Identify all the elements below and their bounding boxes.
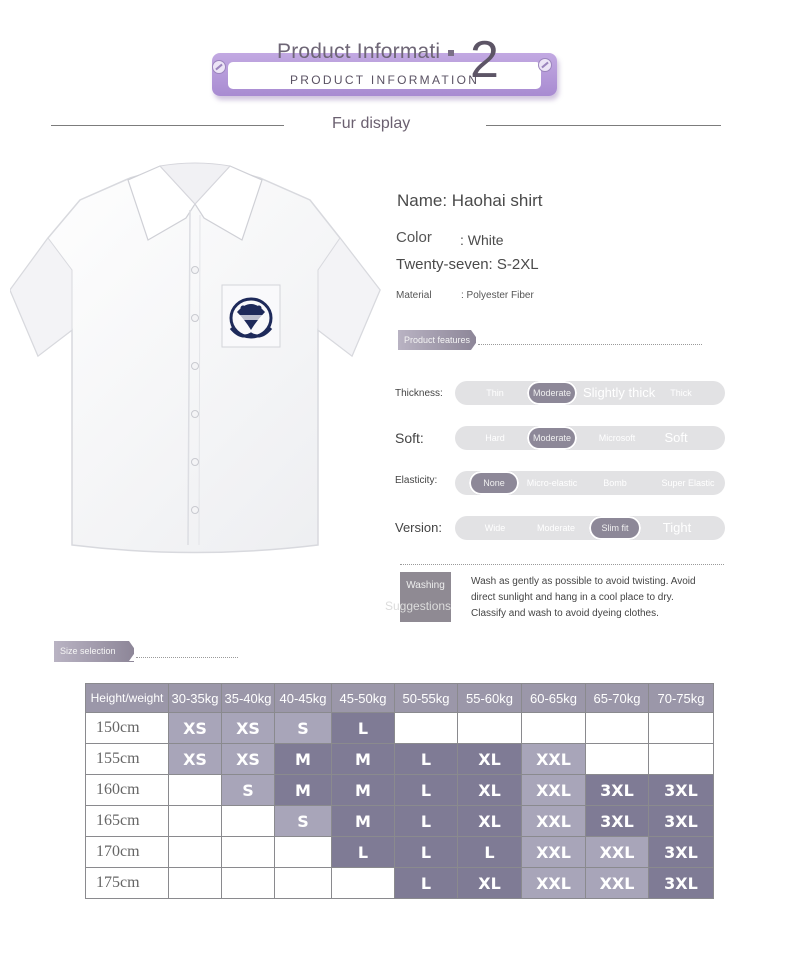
size-cell: 3XL: [586, 775, 649, 806]
thickness-option: Slightly thick: [583, 385, 656, 400]
softness-option: Microsoft: [598, 433, 636, 443]
size-selection-tab: Size selection: [54, 641, 134, 662]
size-cell: [275, 868, 332, 899]
table-row: [86, 868, 714, 899]
thickness-option: Thick: [670, 388, 692, 398]
size-cell: 3XL: [649, 806, 714, 837]
version-option: Tight: [662, 520, 692, 535]
size-cell: [395, 713, 458, 744]
product-name: Name: Haohai shirt: [397, 191, 543, 210]
divider-right: [486, 125, 721, 126]
thickness-option-selected: Moderate: [527, 381, 577, 405]
size-cell: L: [395, 744, 458, 775]
elasticity-option-selected: None: [469, 471, 519, 495]
divider-left: [51, 125, 284, 126]
size-cell: S: [275, 713, 332, 744]
size-cell: XL: [458, 868, 522, 899]
size-cell: XS: [169, 744, 222, 775]
weight-header: 35-40kg: [222, 684, 275, 713]
washing-badge: [385, 572, 452, 622]
size-cell: L: [395, 806, 458, 837]
size-cell: XXL: [522, 868, 586, 899]
softness-option-selected: Moderate: [527, 426, 577, 450]
weight-header: 55-60kg: [458, 684, 522, 713]
screw-icon: [538, 58, 552, 72]
size-cell: [169, 868, 222, 899]
thickness-option: Thin: [486, 388, 504, 398]
size-cell: L: [332, 713, 395, 744]
height-label: 160cm: [86, 775, 169, 806]
size-cell: XXL: [522, 775, 586, 806]
size-cell: XL: [458, 744, 522, 775]
table-row: [86, 806, 714, 837]
size-cell: XS: [222, 713, 275, 744]
size-cell: XXL: [586, 868, 649, 899]
version-option-selected: Slim fit: [589, 516, 641, 540]
size-cell: [169, 806, 222, 837]
features-tab: Product features: [398, 330, 476, 350]
size-chart-header-row: [86, 684, 714, 713]
size-cell: XL: [458, 806, 522, 837]
color-label: Color: [396, 229, 432, 246]
size-cell: S: [275, 806, 332, 837]
elasticity-label: Elasticity:: [395, 475, 438, 486]
size-cell: XXL: [522, 744, 586, 775]
height-label: 155cm: [86, 744, 169, 775]
height-label: 150cm: [86, 713, 169, 744]
dotted-divider: [478, 344, 702, 345]
dotted-divider: [400, 564, 724, 565]
size-cell: 3XL: [649, 775, 714, 806]
size-cell: S: [222, 775, 275, 806]
weight-header: 70-75kg: [649, 684, 714, 713]
size-cell: XS: [169, 713, 222, 744]
material-value: : Polyester Fiber: [461, 290, 534, 301]
size-cell: L: [332, 837, 395, 868]
size-cell: M: [332, 744, 395, 775]
table-row: [86, 775, 714, 806]
size-cell: XXL: [522, 837, 586, 868]
washing-badge-line1: Washing: [406, 580, 445, 591]
weight-header: 60-65kg: [522, 684, 586, 713]
size-cell: XS: [222, 744, 275, 775]
elasticity-scale: [455, 471, 725, 495]
size-cell: 3XL: [586, 806, 649, 837]
size-cell: [586, 744, 649, 775]
size-cell: [222, 868, 275, 899]
size-cell: L: [395, 775, 458, 806]
size-cell: [649, 713, 714, 744]
elasticity-option: Bomb: [603, 478, 627, 488]
size-cell: L: [458, 837, 522, 868]
weight-header: 30-35kg: [169, 684, 222, 713]
height-label: 165cm: [86, 806, 169, 837]
size-cell: [222, 837, 275, 868]
size-range: Twenty-seven: S-2XL: [396, 256, 539, 273]
page-title: Product Informati: [277, 40, 441, 63]
size-cell: M: [275, 744, 332, 775]
softness-scale: [455, 426, 725, 450]
size-cell: L: [395, 837, 458, 868]
size-cell: [458, 713, 522, 744]
size-cell: 3XL: [649, 868, 714, 899]
shirt-image: [10, 160, 382, 555]
weight-header: 65-70kg: [586, 684, 649, 713]
table-row: [86, 713, 714, 744]
size-cell: XXL: [586, 837, 649, 868]
size-chart-table: [85, 683, 714, 899]
size-cell: [332, 868, 395, 899]
table-row: [86, 744, 714, 775]
size-cell: M: [332, 806, 395, 837]
size-cell: XL: [458, 775, 522, 806]
washing-instructions: Wash as gently as possible to avoid twisting. Avoid direct sunlight and hang in a cool place to dry. Classify and wash to avoid dyeing clothes.: [471, 576, 696, 619]
version-scale: [455, 516, 725, 540]
section-number: 2: [470, 31, 499, 89]
size-cell: [586, 713, 649, 744]
dotted-divider: [136, 657, 238, 658]
header-corner: Height/weight: [86, 684, 169, 713]
size-cell: [522, 713, 586, 744]
size-cell: [222, 806, 275, 837]
color-value: : White: [460, 232, 504, 248]
height-label: 175cm: [86, 868, 169, 899]
size-cell: [649, 744, 714, 775]
section-heading: Fur display: [332, 115, 411, 132]
height-label: 170cm: [86, 837, 169, 868]
softness-option: Hard: [485, 433, 505, 443]
elasticity-option: Micro-elastic: [526, 478, 578, 488]
screw-icon: [212, 60, 226, 74]
softness-option: Soft: [664, 430, 688, 445]
size-cell: [169, 775, 222, 806]
size-cell: [169, 837, 222, 868]
weight-header: 40-45kg: [275, 684, 332, 713]
version-option: Wide: [484, 523, 506, 533]
size-cell: M: [332, 775, 395, 806]
title-dot: [448, 50, 454, 56]
weight-header: 45-50kg: [332, 684, 395, 713]
size-cell: 3XL: [649, 837, 714, 868]
weight-header: 50-55kg: [395, 684, 458, 713]
softness-label: Soft:: [395, 430, 424, 446]
size-cell: M: [275, 775, 332, 806]
thickness-scale: [455, 381, 725, 405]
size-cell: XXL: [522, 806, 586, 837]
washing-badge-line2: Suggestions: [385, 599, 452, 613]
material-label: Material: [396, 290, 432, 301]
size-cell: L: [395, 868, 458, 899]
page-subtitle: PRODUCT INFORMATION: [290, 73, 480, 87]
table-row: [86, 837, 714, 868]
size-cell: [275, 837, 332, 868]
version-label: Version:: [395, 520, 442, 535]
elasticity-option: Super Elastic: [661, 478, 715, 488]
thickness-label: Thickness:: [395, 388, 443, 399]
version-option: Moderate: [536, 523, 576, 533]
